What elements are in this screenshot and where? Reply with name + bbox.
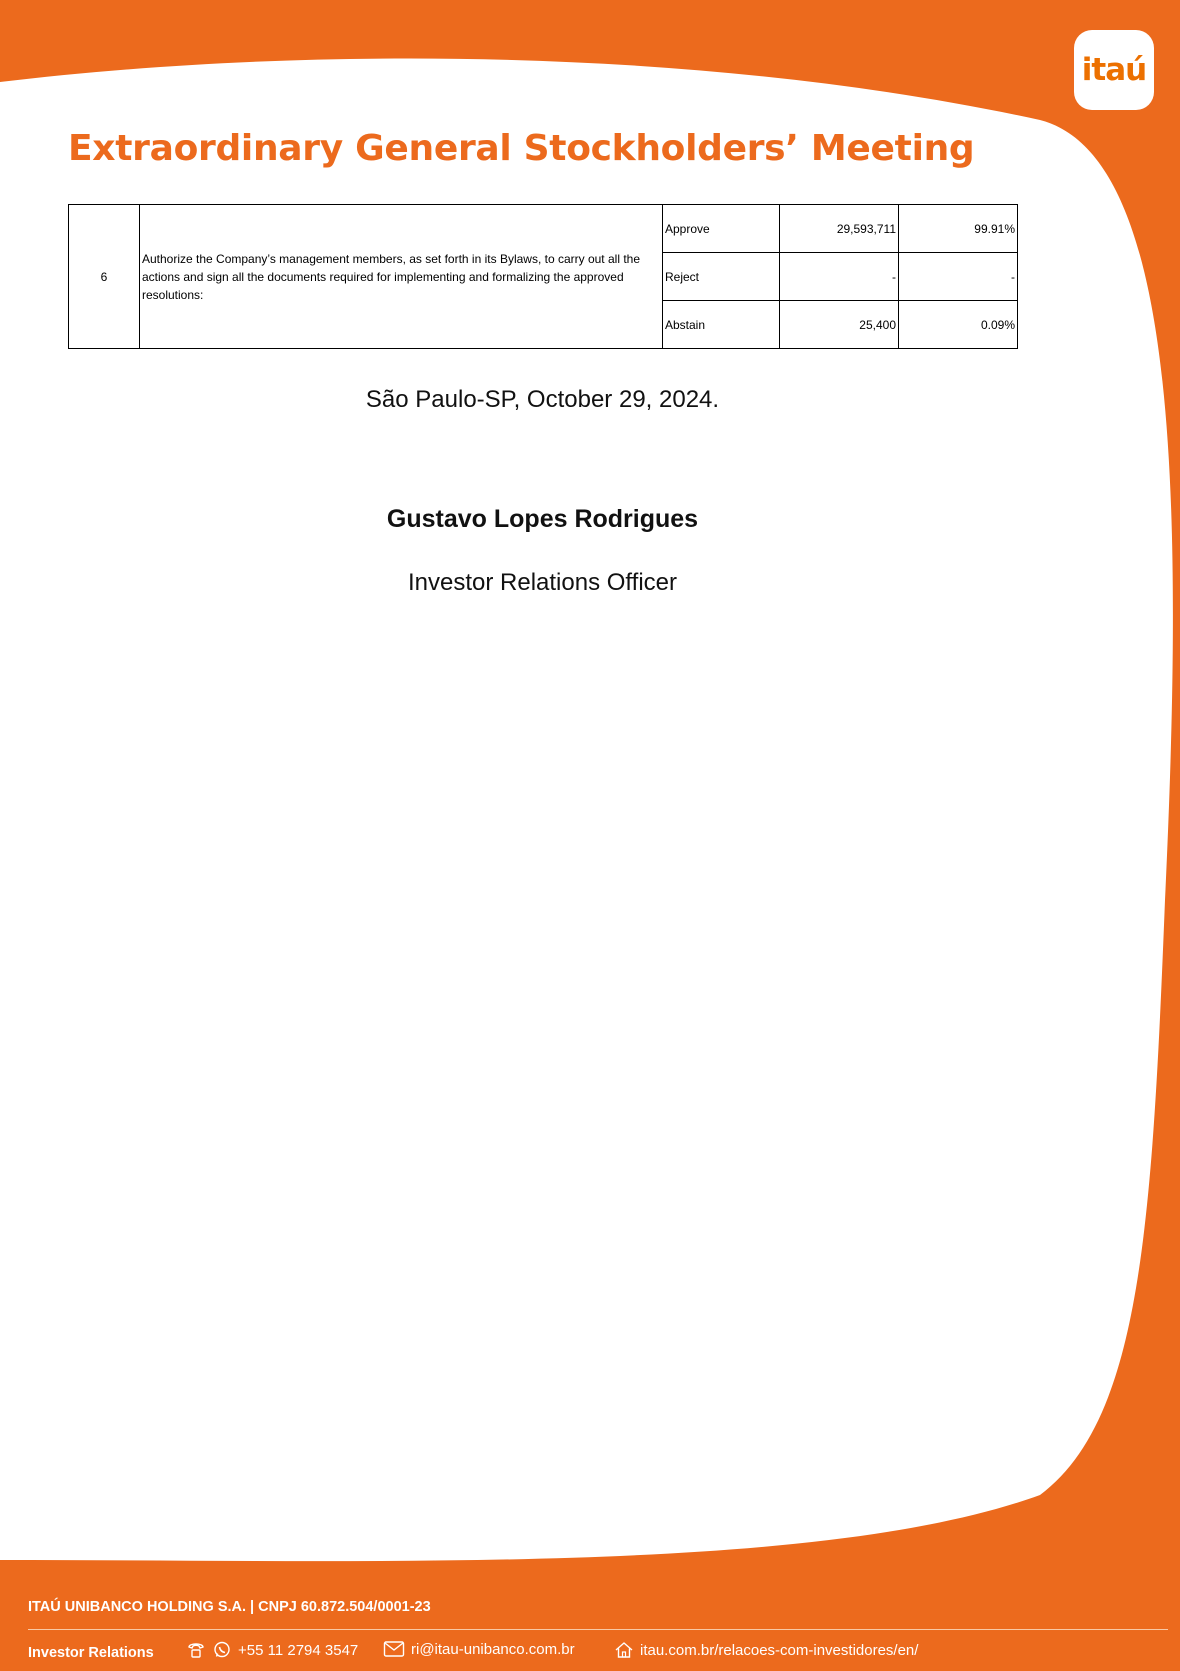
footer-company-info: ITAÚ UNIBANCO HOLDING S.A. | CNPJ 60.872.504/0001-23 [28,1599,431,1615]
resolution-description: Authorize the Company’s management members, as set forth in its Bylaws, to carry out all the actions and sign all the documents required for implementing and formalizing the approved resolutions: [140,205,663,349]
footer-ir-label: Investor Relations [28,1645,154,1661]
footer-email-link[interactable] [383,1640,575,1658]
mail-icon [383,1640,405,1658]
signer-name: Gustavo Lopes Rodrigues [386,505,699,533]
vote-percent: 0.09% [899,301,1018,349]
footer-website-link[interactable] [614,1640,918,1660]
vote-percent: 99.91% [899,205,1018,253]
website-url: itau.com.br/relacoes-com-investidores/en/ [640,1641,919,1659]
vote-option: Reject [663,253,780,301]
vote-count: 25,400 [780,301,899,349]
footer-phone[interactable] [186,1640,358,1660]
item-number: 6 [69,205,140,349]
whatsapp-icon [212,1640,232,1660]
home-icon [614,1640,634,1660]
phone-icon [186,1640,206,1660]
phone-number: +55 11 2794 3547 [238,1641,359,1659]
vote-option: Abstain [663,301,780,349]
signer-title: Investor Relations Officer [407,569,677,596]
email-address: ri@itau-unibanco.com.br [411,1640,575,1658]
voting-results-table [68,204,1018,349]
place-and-date: São Paulo-SP, October 29, 2024. [365,386,720,413]
vote-percent: - [899,253,1018,301]
itau-logo [1074,30,1154,110]
vote-count: - [780,253,899,301]
vote-option: Approve [663,205,780,253]
itau-logo-text: itaú [1081,52,1147,88]
page-title: Extraordinary General Stockholders’ Meeting [68,128,975,169]
vote-count: 29,593,711 [780,205,899,253]
footer-divider [28,1629,1168,1630]
table-row [69,205,1018,253]
